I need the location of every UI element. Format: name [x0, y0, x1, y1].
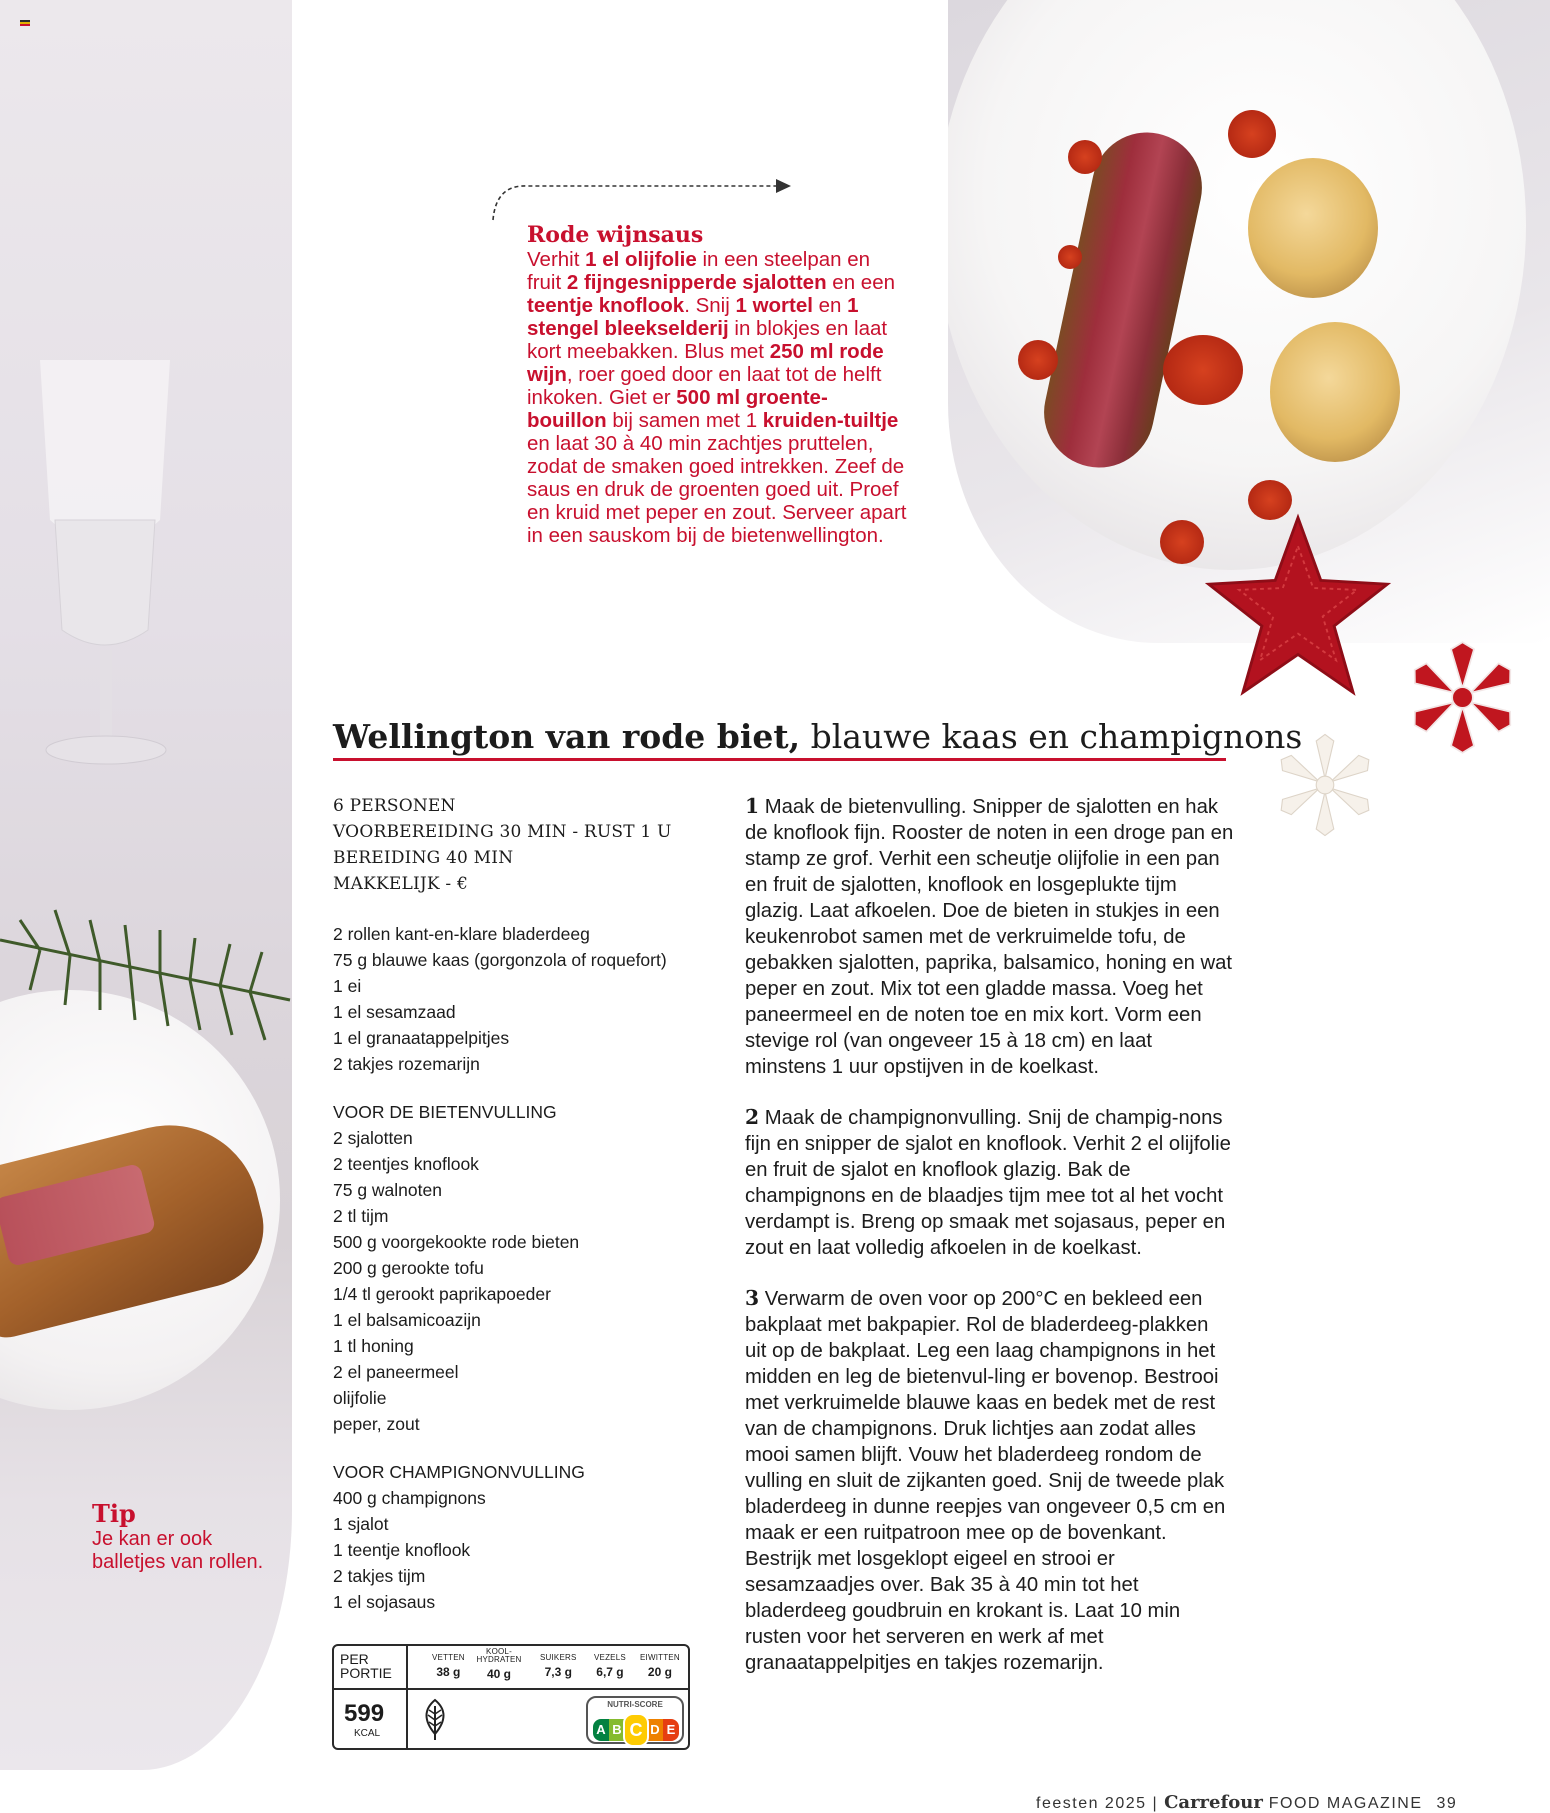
- prep-time: VOORBEREIDING 30 MIN - RUST 1 U: [333, 822, 672, 842]
- footer-brand: Carrefour: [1164, 1792, 1263, 1813]
- ingredients-mushroom-filling: [333, 1459, 703, 1615]
- step-number: 1: [745, 794, 760, 818]
- ingredient-item: 400 g champignons: [333, 1488, 486, 1508]
- ingredient-item: 2 teentjes knoflook: [333, 1154, 479, 1174]
- vegetarian-leaf-icon: [418, 1698, 452, 1742]
- ingredient-item: 1 sjalot: [333, 1514, 389, 1534]
- tip-title: Tip: [92, 1499, 136, 1528]
- portion-label: PORTIE: [340, 1665, 392, 1681]
- recipe-title-main: Wellington van rode biet,: [333, 717, 801, 756]
- sauce-ingredient: 250 ml rode wijn: [527, 340, 884, 386]
- recipe-meta: [333, 793, 703, 897]
- nutrient-column: [594, 1654, 626, 1679]
- nutri-score-title: NUTRI-SCORE: [607, 1700, 663, 1709]
- ingredient-item: 2 takjes rozemarijn: [333, 1054, 480, 1074]
- sauce-ingredient: 1 stengel bleekselderij: [527, 294, 859, 340]
- knitted-star-ornament: [1203, 512, 1393, 702]
- per-portion-label: [340, 1652, 392, 1680]
- ingredient-item: 1 ei: [333, 976, 362, 996]
- sauce-dot-image: [1160, 520, 1204, 564]
- divider: [334, 1688, 688, 1690]
- nutrient-value: 6,7 g: [596, 1665, 624, 1679]
- divider: [406, 1646, 408, 1748]
- sauce-ingredient: 1 wortel: [735, 294, 813, 317]
- sauce-dot-image: [1018, 340, 1058, 380]
- sauce-dot-image: [1163, 335, 1243, 405]
- nutrient-column: [540, 1654, 577, 1679]
- sauce-text-segment: bij samen met 1: [606, 409, 763, 432]
- footer-magazine: FOOD MAGAZINE: [1268, 1795, 1423, 1812]
- servings: 6 PERSONEN: [333, 796, 456, 816]
- footer-issue: feesten 2025 |: [1036, 1795, 1159, 1812]
- ingredient-item: 500 g voorgekookte rode bieten: [333, 1232, 580, 1252]
- ingredient-item: 2 takjes tijm: [333, 1566, 426, 1586]
- nutrient-value: 38 g: [436, 1665, 461, 1679]
- method-step: [745, 793, 1235, 1080]
- kcal-unit: KCAL: [354, 1728, 381, 1739]
- ingredient-item: 1 el balsamicoazijn: [333, 1310, 481, 1330]
- plate-image: [948, 0, 1526, 570]
- sauce-ingredient: teentje knoflook: [527, 294, 685, 317]
- step-text: Maak de bietenvulling. Snipper de sjalotten en hak de knoflook fijn. Rooster de noten in een droge pan en stamp ze grof. Verhit een scheutje olijfolie in een pan en fruit de sjalotten, knoflook en losgeplukte tijm glazig. Laat afkoelen. Doe de bieten in stukjes in een keukenrobot samen met de verkruimelde tofu, de gebakken sjalotten, paprika, balsamico, honing en wat peper en zout. Mix tot een gladde massa. Voeg het paneermeel en de noten toe en mix kort. Vorm een stevige rol (van ongeveer 15 à 18 cm) en laat minstens 1 uur opstijven in de koelkast.: [745, 796, 1234, 1078]
- nutrient-value: 7,3 g: [544, 1665, 572, 1679]
- step-text: Maak de champignonvulling. Snij de champig-nons fijn en snipper de sjalot en knoflook. Verhit 2 el olijfolie en fruit de sjalot en knoflook glazig. Bak de champignons en de blaadjes tijm mee tot al het vocht verdampt is. Breng op smaak met sojasaus, peper en zout en laat volledig afkoelen in de koelkast.: [745, 1107, 1231, 1259]
- ingredients-beet-filling: [333, 1099, 703, 1437]
- ingredient-item: olijfolie: [333, 1388, 387, 1408]
- potato-rosti-image: [1270, 322, 1400, 462]
- nutrition-box: [332, 1644, 690, 1750]
- ingredient-item: 2 tl tijm: [333, 1206, 389, 1226]
- sauce-dot-image: [1068, 140, 1102, 174]
- crystal-glass-image: [20, 360, 190, 780]
- nutrient-label: SUIKERS: [540, 1653, 577, 1662]
- ingredient-item: 200 g gerookte tofu: [333, 1258, 484, 1278]
- nutrient-column: [476, 1647, 522, 1681]
- sauce-text-segment: , roer goed door en laat tot de helft inkoken. Giet er: [527, 363, 882, 409]
- nutrient-value: 20 g: [647, 1665, 672, 1679]
- ingredient-item: 1 el sesamzaad: [333, 1002, 456, 1022]
- ingredient-heading: VOOR DE BIETENVULLING: [333, 1102, 557, 1122]
- fir-branch-image: [0, 880, 292, 1060]
- nutrient-column: [640, 1654, 680, 1679]
- ingredient-heading: VOOR CHAMPIGNONVULLING: [333, 1462, 585, 1482]
- kcal-value: 599: [344, 1700, 385, 1727]
- ingredient-item: 1 teentje knoflook: [333, 1540, 471, 1560]
- sauce-ingredient: 2 fijngesnipperde sjalotten: [566, 271, 827, 294]
- ingredient-item: 1/4 tl gerookt paprikapoeder: [333, 1284, 551, 1304]
- sauce-text-segment: in blokjes en laat kort meebakken. Blus met: [527, 317, 888, 363]
- ingredient-item: 1 el sojasaus: [333, 1592, 436, 1612]
- sauce-dot-image: [1228, 110, 1276, 158]
- nutrient-label: VETTEN: [432, 1653, 465, 1662]
- red-wine-sauce-box: [527, 222, 907, 547]
- cook-time: BEREIDING 40 MIN: [333, 848, 514, 868]
- tip-text: Je kan er ook balletjes van rollen.: [92, 1528, 264, 1573]
- ingredients-main: [333, 921, 703, 1077]
- ingredient-item: 75 g walnoten: [333, 1180, 442, 1200]
- sauce-text-segment: en een: [826, 271, 895, 294]
- red-snowflake-ornament: [1405, 640, 1520, 755]
- method-steps: [745, 793, 1235, 1700]
- flag-icon: [20, 20, 30, 26]
- nutri-score-letter: A: [593, 1719, 609, 1741]
- sauce-ingredient: kruiden-tuiltje: [762, 409, 899, 432]
- sauce-text: [527, 248, 907, 547]
- sauce-text-segment: in een steelpan en fruit: [527, 248, 871, 294]
- ingredients-list: [333, 921, 703, 1637]
- sauce-ingredient: 500 ml groente-bouillon: [527, 386, 828, 432]
- nutrient-label: KOOL-HYDRATEN: [476, 1647, 522, 1664]
- sauce-ingredient: 1 el olijfolie: [585, 248, 697, 271]
- step-number: 3: [745, 1286, 760, 1310]
- sauce-title: Rode wijnsaus: [527, 222, 704, 248]
- nutrient-label: EIWITTEN: [640, 1653, 680, 1662]
- nutrient-value: 40 g: [486, 1667, 511, 1681]
- difficulty: MAKKELIJK - €: [333, 874, 468, 894]
- sauce-dot-image: [1058, 245, 1082, 269]
- dashed-arrow-icon: [488, 172, 793, 224]
- ingredient-item: 2 rollen kant-en-klare bladerdeeg: [333, 924, 590, 944]
- per-label: PER: [340, 1651, 369, 1667]
- page-number: 39: [1436, 1795, 1458, 1812]
- recipe-title-sub: blauwe kaas en champignons: [800, 717, 1303, 756]
- nutrient-column: [432, 1654, 465, 1679]
- ingredient-item: peper, zout: [333, 1414, 420, 1434]
- ingredient-item: 75 g blauwe kaas (gorgonzola of roquefort): [333, 950, 667, 970]
- nutri-score-badge: [586, 1696, 684, 1744]
- tip-box: [92, 1500, 282, 1574]
- step-text: Verwarm de oven voor op 200°C en bekleed een bakplaat met bakpapier. Rol de bladerdeeg-plakken uit op de bakplaat. Leg een laag champignons in het midden en leg de bietenvul-ling er bovenop. Bestrooi met verkruimelde blauwe kaas en bedek met de rest van de champignons. Druk lichtjes aan zodat alles mooi samen blijft. Vouw het bladerdeeg rondom de vulling en sluit de zijkanten goed. Snij de tweede plak bladerdeeg in dunne reepjes van ongeveer 0,5 cm en maak er een ruitpatroon mee op de bovenkant. Bestrijk met losgeklopt eigeel en strooi er sesamzaadjes over. Bak 35 à 40 min tot het bladerdeeg goudbruin en krokant is. Laat 10 min rusten voor het serveren en werk af met granaatappelpitjes en takjes rozemarijn.: [745, 1288, 1226, 1674]
- method-step: [745, 1104, 1235, 1261]
- step-number: 2: [745, 1105, 760, 1129]
- nutri-score-letter: B: [609, 1719, 625, 1741]
- sauce-text-segment: en laat 30 à 40 min zachtjes pruttelen, zodat de smaken goed intrekken. Zeef de saus en druk de groenten goed uit. Proef en kruid met peper en zout. Serveer apart in een sauskom bij de bietenwellington.: [527, 432, 907, 547]
- potato-rosti-image: [1248, 158, 1378, 298]
- sauce-text-segment: en: [812, 294, 848, 317]
- sauce-text-segment: . Snij: [684, 294, 736, 317]
- page-footer: [1036, 1792, 1457, 1813]
- recipe-title: [333, 716, 1303, 758]
- nutri-score-letter: D: [647, 1719, 663, 1741]
- nutrient-label: VEZELS: [594, 1653, 626, 1662]
- ingredient-item: 1 tl honing: [333, 1336, 414, 1356]
- nutri-score-letter: C: [623, 1713, 649, 1747]
- ingredient-item: 2 sjalotten: [333, 1128, 413, 1148]
- ingredient-item: 2 el paneermeel: [333, 1362, 459, 1382]
- ingredient-item: 1 el granaatappelpitjes: [333, 1028, 510, 1048]
- nutri-score-letter: E: [663, 1719, 679, 1741]
- method-step: [745, 1285, 1235, 1676]
- sauce-text-segment: Verhit: [527, 248, 586, 271]
- title-underline: [333, 758, 1226, 761]
